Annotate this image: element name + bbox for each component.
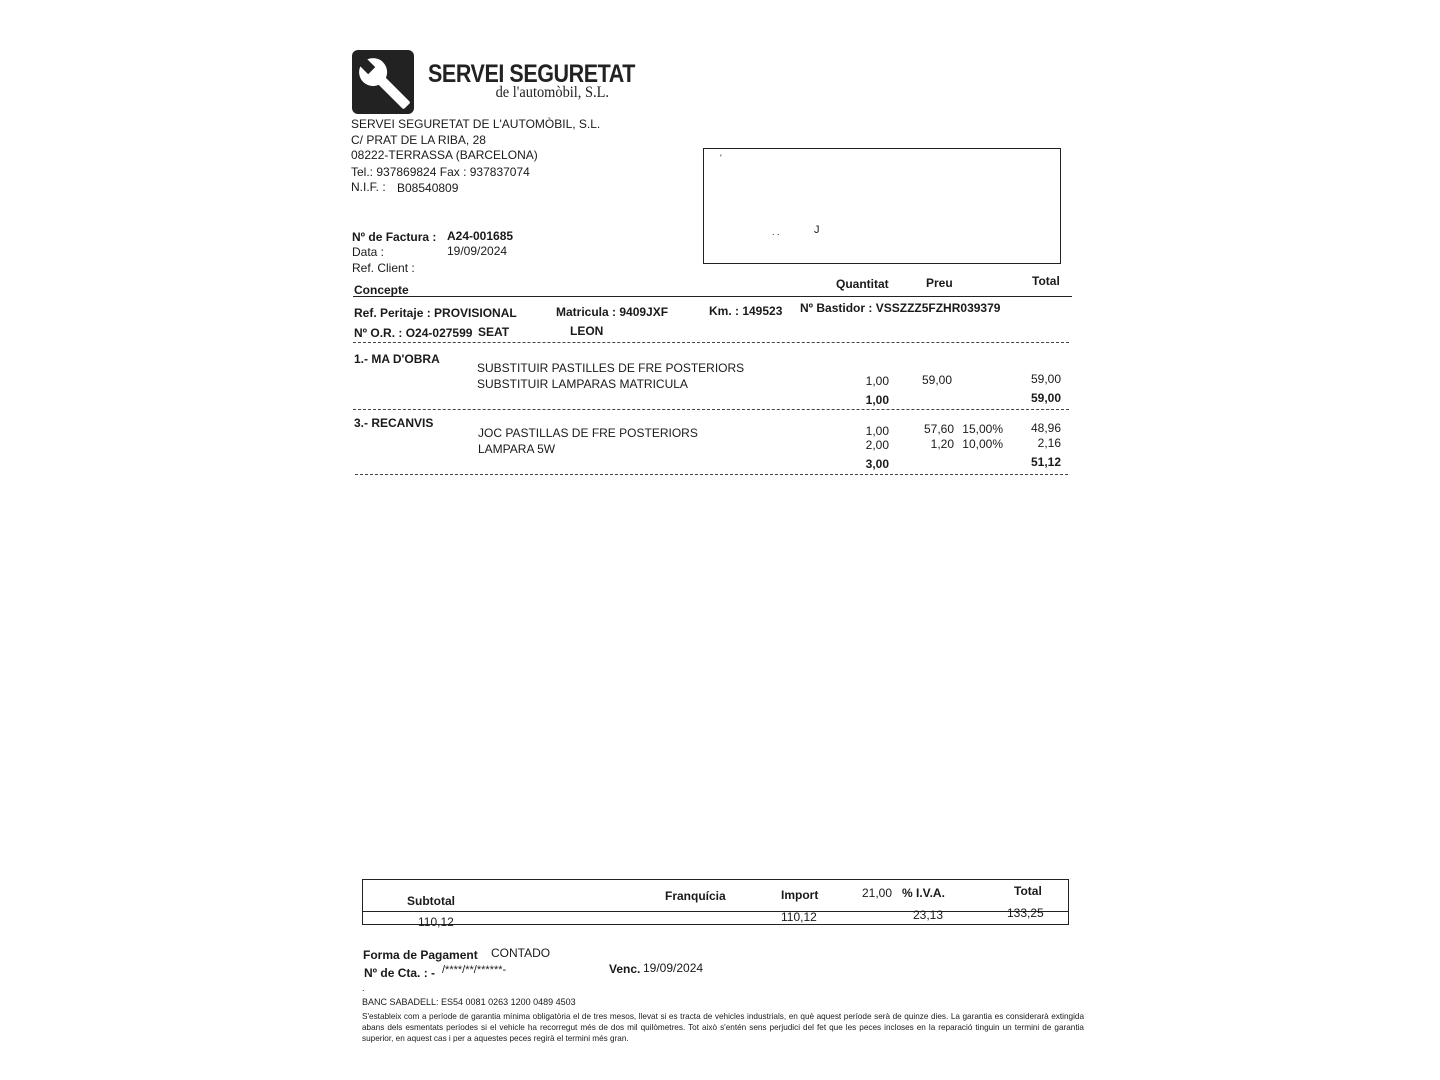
line-item-description: JOC PASTILLAS DE FRE POSTERIORS: [478, 426, 698, 440]
repair-order: Nº O.R. : O24-027599: [354, 326, 473, 340]
client-mark: J: [814, 224, 820, 236]
payment-method-label: Forma de Pagament: [363, 948, 478, 962]
company-logo: [352, 50, 414, 114]
header-rule: [353, 296, 1072, 297]
iva-label: % I.V.A.: [902, 886, 945, 900]
vehicle-plate: Matricula : 9409JXF: [556, 305, 669, 319]
section-subtotal-quantity: 3,00: [865, 457, 889, 471]
due-date-value: 19/09/2024: [643, 961, 704, 975]
line-item-description: LAMPARA 5W: [478, 442, 556, 456]
vehicle-model: LEON: [570, 324, 604, 338]
brand-name: SERVEI SEGURETAT: [428, 60, 635, 88]
line-item-total: 59,00: [1030, 372, 1061, 386]
total-label: Total: [1014, 884, 1042, 898]
line-item-discount: 15,00%: [962, 422, 1003, 436]
line-item-total: 48,96: [1030, 421, 1061, 435]
line-item-price: 1,20: [930, 437, 954, 451]
vehicle-brand: SEAT: [478, 325, 510, 339]
ref-peritaje: Ref. Peritaje : PROVISIONAL: [354, 306, 517, 320]
company-name: SERVEI SEGURETAT DE L'AUTOMÒBIL, S.L.: [351, 117, 601, 131]
client-mark: . .: [772, 227, 780, 237]
account-value: /****/**/******-: [442, 964, 507, 976]
section-title-labour: 1.- MA D'OBRA: [354, 352, 440, 366]
column-header-quantity: Quantitat: [836, 277, 889, 291]
subtotal-value: 110,12: [418, 915, 454, 929]
dashed-separator: [355, 474, 1068, 475]
line-item-quantity: 2,00: [865, 438, 889, 452]
subtotal-label: Subtotal: [407, 894, 455, 908]
dot-mark: .: [362, 983, 365, 993]
invoice-date: 19/09/2024: [447, 244, 508, 258]
company-phones: Tel.: 937869824 Fax : 937837074: [351, 165, 530, 179]
totals-divider: [363, 911, 1068, 912]
dashed-separator: [353, 342, 1069, 343]
totals-table: [362, 879, 1069, 929]
import-value: 110,12: [781, 910, 817, 924]
invoice-date-label: Data :: [352, 245, 385, 259]
invoice-number: A24-001685: [447, 229, 514, 243]
total-value: 133,25: [1007, 906, 1044, 920]
iva-value: 23,13: [913, 908, 944, 922]
client-mark: ': [720, 153, 722, 163]
line-item-discount: 10,00%: [962, 437, 1003, 451]
wrench-icon: [352, 50, 414, 114]
dashed-separator: [353, 409, 1069, 410]
line-item-total: 2,16: [1037, 436, 1061, 450]
section-title-parts: 3.- RECANVIS: [354, 416, 434, 430]
iva-rate: 21,00: [862, 886, 893, 900]
import-label: Import: [781, 888, 819, 902]
line-item-price: 59,00: [921, 373, 952, 387]
column-header-total: Total: [1032, 274, 1060, 288]
franquicia-label: Franquícia: [665, 889, 726, 903]
brand-subtitle: de l'automòbil, S.L.: [495, 84, 609, 101]
nif-value: B08540809: [397, 181, 459, 195]
company-street: C/ PRAT DE LA RIBA, 28: [351, 133, 486, 147]
line-item-price: 57,60: [923, 422, 954, 436]
due-date-label: Venc.: [609, 962, 641, 976]
line-item-description: SUBSTITUIR LAMPARAS MATRICULA: [477, 377, 688, 391]
company-city: 08222-TERRASSA (BARCELONA): [351, 148, 538, 162]
nif-label: N.I.F. :: [351, 180, 386, 194]
client-ref-label: Ref. Client :: [352, 261, 415, 275]
section-subtotal-total: 59,00: [1030, 391, 1061, 405]
vehicle-km: Km. : 149523: [709, 304, 783, 318]
column-header-concept: Concepte: [354, 283, 409, 297]
line-item-quantity: 1,00: [865, 374, 889, 388]
payment-method-value: CONTADO: [491, 946, 551, 960]
warranty-notice: S'estableix com a període de garantia mínima obligatòria el de tres mesos, llevat si es tracta de vehicles industrials, en què aquest període serà de quinze dies. La garantia es considerarà extingida abans dels esmentats períodes si el vehicle ha recorregut més de dos mil quilòmetres. Tot això s'entén sens perjudici del fet que les peces incloses en la reparació tinguin un termini de garantia superior, en aquest cas i per a aquestes peces regirà el termini més gran.: [362, 1012, 1084, 1043]
bank-account: BANC SABADELL: ES54 0081 0263 1200 0489 4503: [362, 997, 576, 1007]
client-address-box: [703, 148, 1061, 264]
line-item-quantity: 1,00: [865, 424, 889, 438]
column-header-price: Preu: [926, 276, 953, 290]
section-subtotal-total: 51,12: [1030, 455, 1061, 469]
account-label: Nº de Cta. : -: [364, 966, 436, 980]
section-subtotal-quantity: 1,00: [865, 393, 889, 407]
invoice-number-label: Nº de Factura :: [352, 230, 437, 244]
line-item-description: SUBSTITUIR PASTILLES DE FRE POSTERIORS: [477, 361, 745, 375]
vehicle-vin: Nº Bastidor : VSSZZZ5FZHR039379: [800, 301, 1001, 315]
